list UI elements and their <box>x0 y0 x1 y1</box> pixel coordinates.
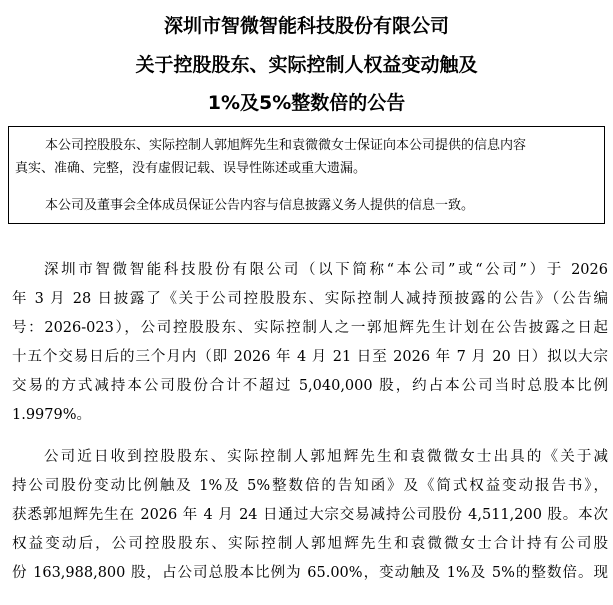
paragraph-2-line: 持公司股份变动比例触及 1%及 5%整数倍的告知函》及《简式权益变动报告书》， <box>12 478 608 494</box>
paragraph-1-line: 深圳市智微智能科技股份有限公司（以下简称“本公司”或“公司”）于 2026 <box>44 262 608 278</box>
disclaimer-line-3: 本公司及董事会全体成员保证公告内容与信息披露义务人提供的信息一致。 <box>45 198 475 213</box>
paragraph-2-line: 权益变动后，公司控股股东、实际控制人郭旭辉先生和袁微微女士合计持有公司股 <box>12 536 608 552</box>
paragraph-1-line: 交易的方式减持本公司股份合计不超过 5,040,000 股，约占本公司当时总股本比例 <box>12 378 608 394</box>
disclaimer-line-2: 真实、准确、完整，没有虚假记载、误导性陈述或重大遗漏。 <box>15 161 367 176</box>
announcement-title-line-2: 关于控股股东、实际控制人权益变动触及 <box>135 54 478 76</box>
disclaimer-line-1: 本公司控股股东、实际控制人郭旭辉先生和袁微微女士保证向本公司提供的信息内容 <box>45 138 527 153</box>
disclaimer-box <box>8 126 605 224</box>
paragraph-2-line: 获悉郭旭辉先生在 2026 年 4 月 24 日通过大宗交易减持公司股份 4,511,200 股。本次 <box>12 507 608 523</box>
paragraph-2-line: 公司近日收到控股股东、实际控制人郭旭辉先生和袁微微女士出具的《关于减 <box>44 449 608 465</box>
announcement-title-line-3: 1%及5%整数倍的公告 <box>207 92 406 114</box>
paragraph-1-line: 号：2026-023），公司控股股东、实际控制人之一郭旭辉先生计划在公告披露之日起 <box>12 320 608 336</box>
paragraph-1-line: 年 3 月 28 日披露了《关于公司控股股东、实际控制人减持预披露的公告》（公告编 <box>12 291 608 307</box>
paragraph-1-line: 1.9979%。 <box>12 407 92 423</box>
company-name-title: 深圳市智微智能科技股份有限公司 <box>163 15 449 37</box>
paragraph-1-line: 十五个交易日后的三个月内（即 2026 年 4 月 21 日至 2026 年 7 月 20 日）拟以大宗 <box>12 349 608 365</box>
paragraph-2-line: 份 163,988,800 股，占公司总股本比例为 65.00%，变动触及 1%及 5%的整数倍。现 <box>12 565 608 581</box>
